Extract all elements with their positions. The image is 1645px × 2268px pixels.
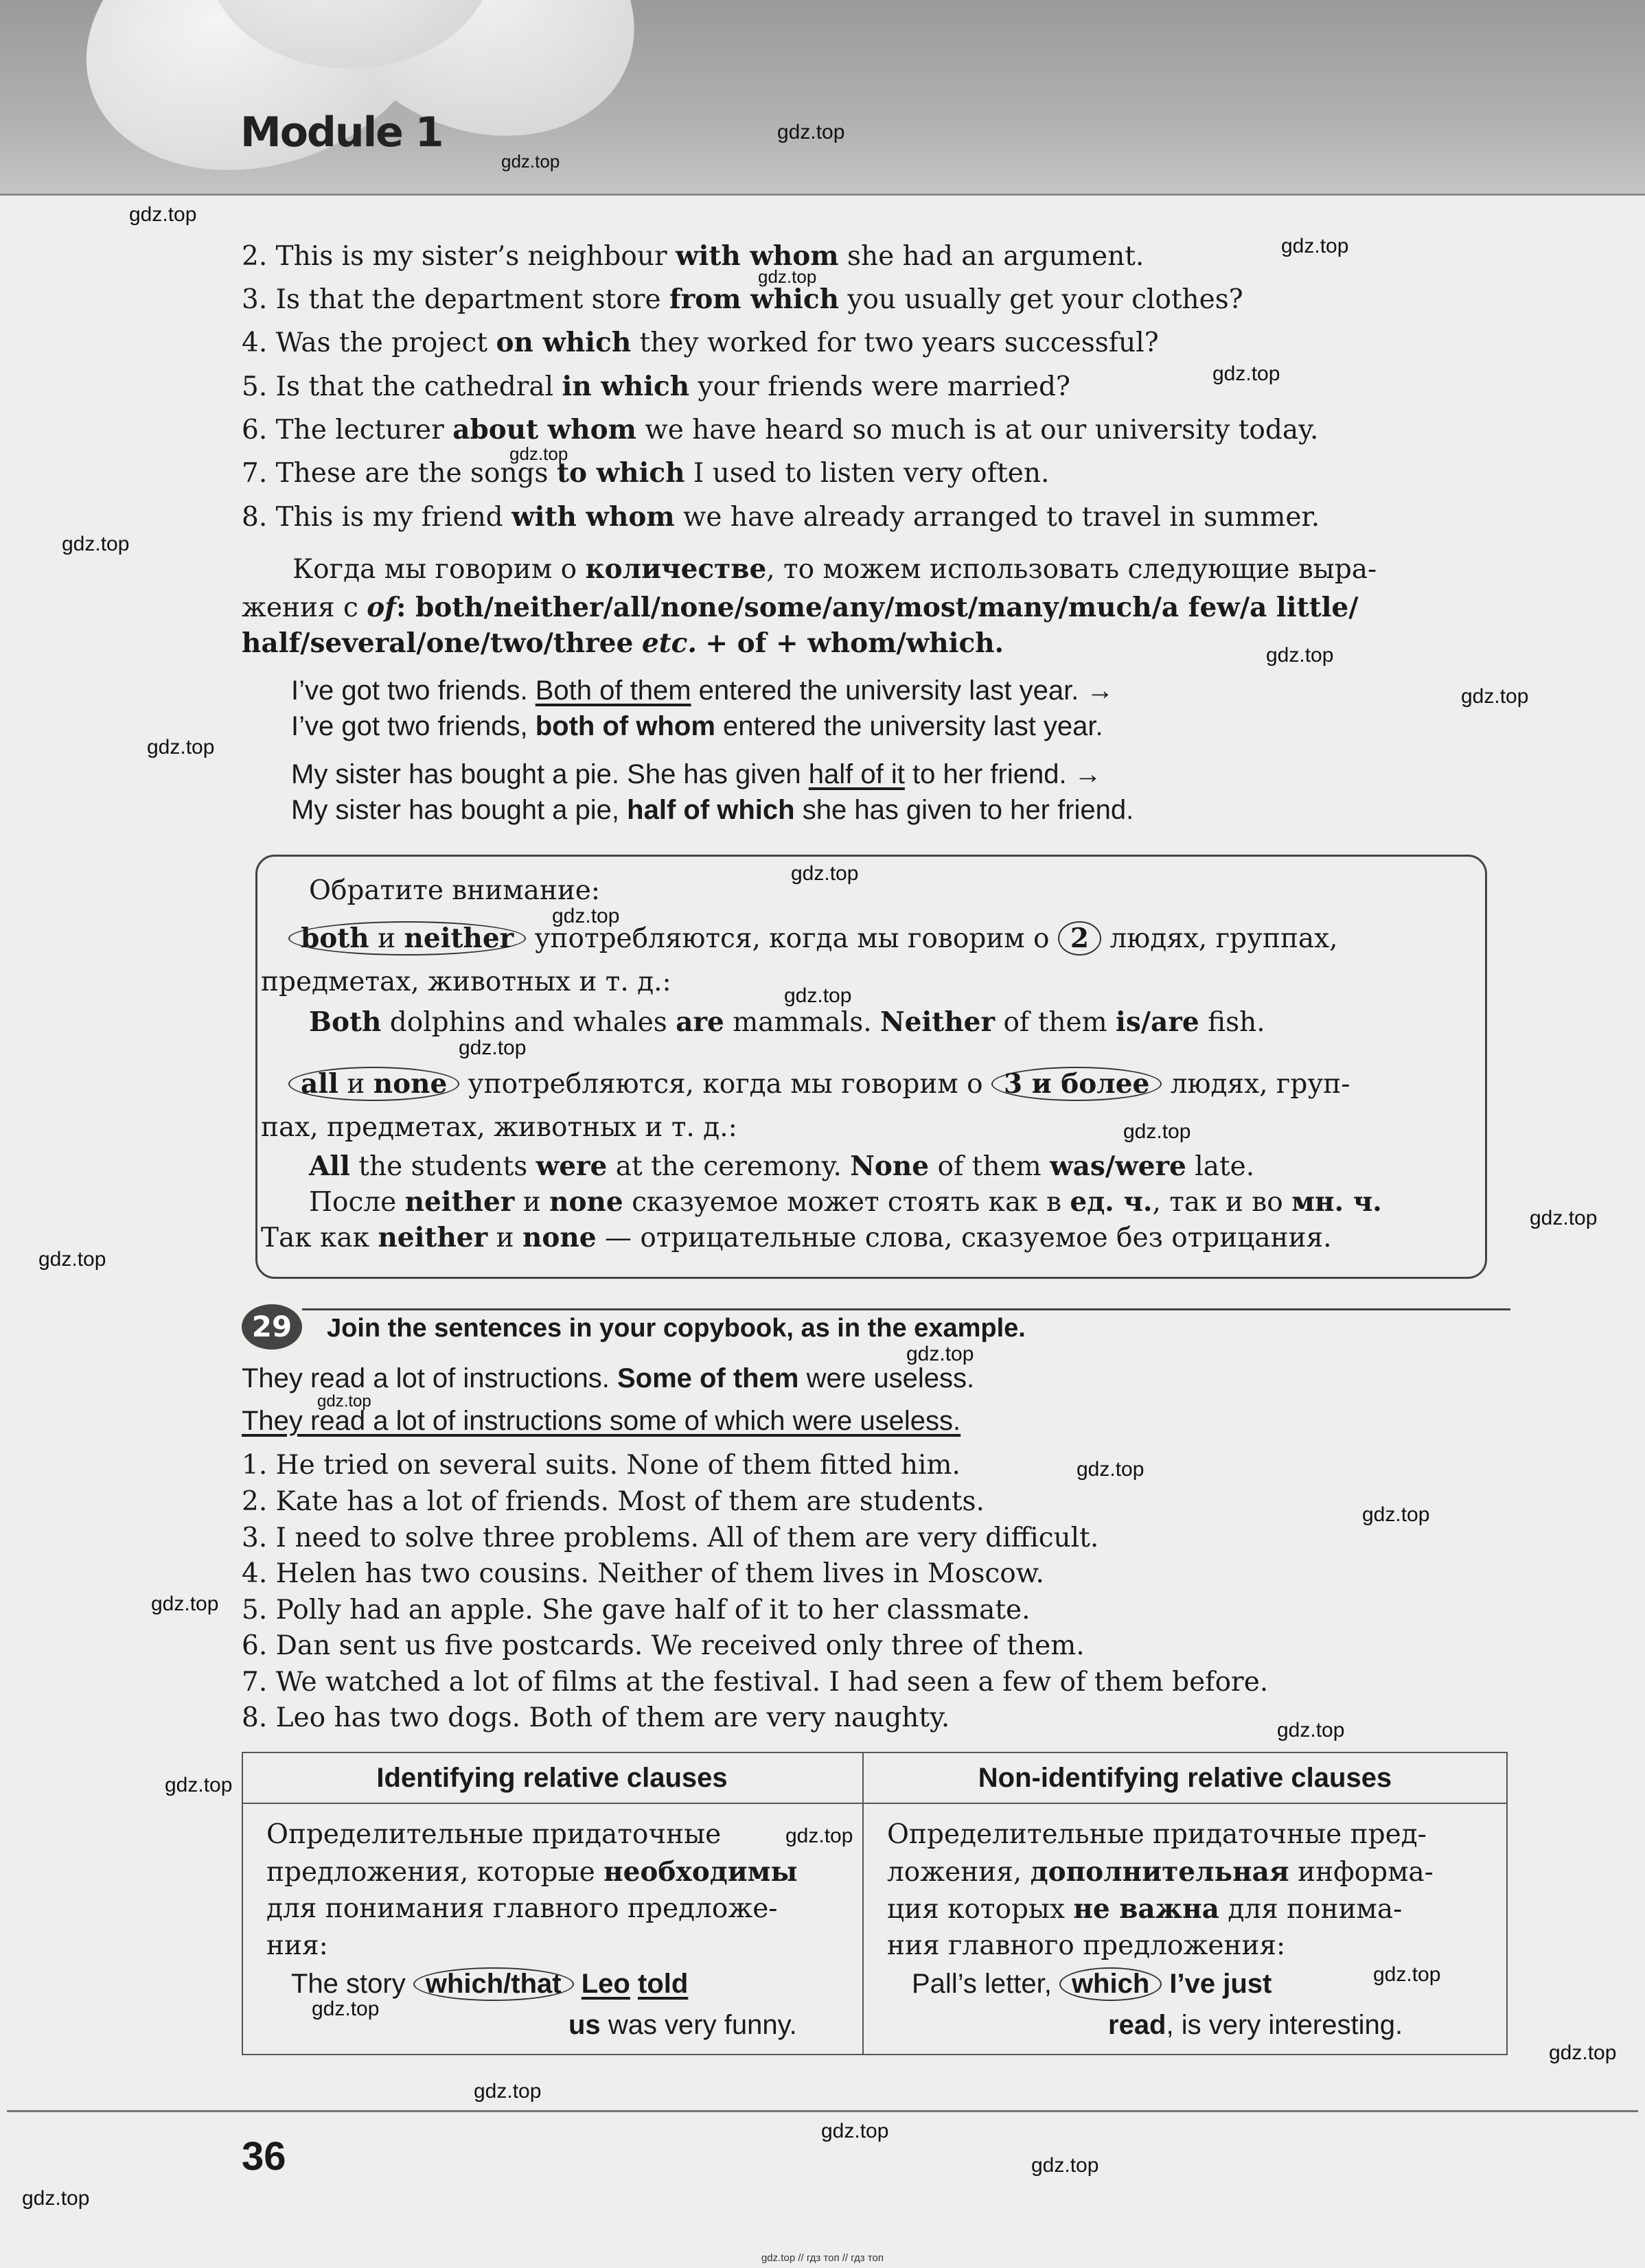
exercise-item-3: 3. I need to solve three problems. All of them are very difficult.	[242, 1523, 1099, 1553]
module-title: Module 1	[240, 108, 443, 157]
watermark: gdz.top	[1123, 1120, 1191, 1143]
table-head-non-identifying: Non-identifying relative clauses	[978, 1763, 1392, 1793]
exercise-item-7: 7. We watched a lot of films at the festival. I had seen a few of them before.	[242, 1667, 1269, 1698]
watermark: gdz.top	[821, 2120, 889, 2142]
note-line-9: Так как neither и none — отрицательные слова, сказуемое без отрицания.	[261, 1222, 1332, 1253]
quantity-rule-line-3: half/several/one/two/three etc. + of + whom/which.	[242, 627, 1004, 659]
note-line-8: После neither и none сказуемое может стоять как в ед. ч., так и во мн. ч.	[309, 1186, 1382, 1218]
table-col1-line-3: для понимания главного предложе-	[266, 1893, 778, 1924]
quantity-rule-line-2: жения с of: both/neither/all/none/some/any/most/many/much/a few/a little/	[242, 592, 1359, 623]
module-header-band	[0, 0, 1645, 196]
exercise-number: 29	[242, 1304, 302, 1350]
watermark: gdz.top	[1461, 685, 1529, 708]
table-head-identifying: Identifying relative clauses	[376, 1763, 728, 1793]
table-column-divider	[862, 1752, 864, 2055]
watermark: gdz.top	[509, 443, 568, 464]
example-1: I’ve got two friends. Both of them entered the university last year. →	[291, 675, 1114, 706]
sentence-8: 8. This is my friend with whom we have already arranged to travel in summer.	[242, 501, 1320, 533]
watermark: gdz.top	[459, 1037, 527, 1059]
watermark: gdz.top	[906, 1343, 974, 1365]
watermark: gdz.top	[312, 1998, 380, 2020]
sentence-5: 5. Is that the cathedral in which your friends were married?	[242, 371, 1070, 402]
all-none-oval: all и none	[288, 1067, 459, 1101]
bottom-note: gdz.top // гдз топ // гдз топ	[761, 2252, 884, 2264]
watermark: gdz.top	[62, 533, 130, 555]
table-col2-example: Pall’s letter, which I’ve just	[912, 1967, 1272, 2001]
exercise-item-5: 5. Polly had an apple. She gave half of it to her classmate.	[242, 1595, 1031, 1625]
example-4: My sister has bought a pie, half of which she has given to her friend.	[291, 795, 1134, 825]
watermark: gdz.top	[1031, 2154, 1099, 2177]
note-title: Обратите внимание:	[309, 875, 601, 906]
watermark: gdz.top	[552, 905, 620, 927]
sentence-3: 3. Is that the department store from which you usually get your clothes?	[242, 284, 1243, 315]
watermark: gdz.top	[1277, 1719, 1345, 1741]
watermark: gdz.top	[785, 1825, 853, 1847]
table-header-divider	[242, 1803, 1508, 1804]
watermark: gdz.top	[22, 2187, 90, 2210]
table-col1-example: The story which/that Leo told	[291, 1967, 688, 2001]
note-line-2: both и neither употребляются, когда мы говорим о 2 людях, группах,	[288, 921, 1338, 956]
three-plus-oval: 3 и более	[991, 1067, 1162, 1101]
exercise-instruction: Join the sentences in your copybook, as in the example.	[327, 1314, 1026, 1343]
table-col1-line-4: ния:	[266, 1930, 328, 1961]
exercise-rule	[302, 1308, 1510, 1310]
example-2: I’ve got two friends, both of whom entered the university last year.	[291, 711, 1103, 741]
note-line-6: пах, предметах, животных и т. д.:	[261, 1112, 737, 1143]
note-line-5: all и none употребляются, когда мы говорим о 3 и более людях, груп-	[288, 1067, 1350, 1101]
table-col1-line-1: Определительные придаточные	[266, 1819, 722, 1850]
watermark: gdz.top	[1077, 1458, 1144, 1481]
note-line-4: Both dolphins and whales are mammals. Neither of them is/are fish.	[309, 1006, 1265, 1038]
watermark: gdz.top	[1373, 1963, 1441, 1986]
table-col1-example-2: us was very funny.	[568, 2010, 797, 2040]
watermark: gdz.top	[474, 2080, 542, 2103]
exercise-item-8: 8. Leo has two dogs. Both of them are very naughty.	[242, 1702, 950, 1733]
table-col2-line-4: ния главного предложения:	[887, 1930, 1286, 1961]
quantity-rule-line-1: Когда мы говорим о количестве, то можем использовать следующие выра-	[292, 553, 1377, 585]
watermark: gdz.top	[1266, 644, 1334, 667]
table-col2-example-2: read, is very interesting.	[1108, 2010, 1403, 2040]
watermark: gdz.top	[501, 151, 560, 172]
watermark: gdz.top	[791, 862, 859, 885]
watermark: gdz.top	[784, 984, 852, 1007]
watermark: gdz.top	[1549, 2041, 1617, 2064]
watermark: gdz.top	[1530, 1207, 1598, 1229]
example-3: My sister has bought a pie. She has given half of it to her friend. →	[291, 759, 1102, 789]
table-col2-line-3: ция которых не важна для понима-	[887, 1893, 1403, 1925]
exercise-item-6: 6. Dan sent us five postcards. We received only three of them.	[242, 1630, 1085, 1661]
exercise-example-1: They read a lot of instructions. Some of them were useless.	[242, 1363, 975, 1393]
table-col2-line-2: ложения, дополнительная информа-	[887, 1856, 1434, 1888]
exercise-example-2: They read a lot of instructions some of which were useless.	[242, 1406, 961, 1436]
which-oval: which	[1059, 1967, 1162, 2001]
exercise-item-2: 2. Kate has a lot of friends. Most of them are students.	[242, 1486, 985, 1517]
watermark: gdz.top	[129, 203, 197, 226]
page-number: 36	[242, 2134, 286, 2179]
which-that-oval: which/that	[413, 1967, 574, 2001]
watermark: gdz.top	[151, 1593, 219, 1615]
footer-rule	[7, 2110, 1638, 2112]
note-line-7: All the students were at the ceremony. None of them was/were late.	[309, 1150, 1255, 1182]
exercise-item-1: 1. He tried on several suits. None of them fitted him.	[242, 1450, 960, 1481]
both-oval: both и neither	[288, 921, 526, 956]
watermark: gdz.top	[1362, 1503, 1430, 1526]
watermark: gdz.top	[758, 266, 817, 287]
sentence-4: 4. Was the project on which they worked for two years successful?	[242, 327, 1159, 358]
exercise-item-4: 4. Helen has two cousins. Neither of them lives in Moscow.	[242, 1558, 1044, 1589]
watermark: gdz.top	[317, 1392, 371, 1411]
watermark: gdz.top	[147, 736, 215, 759]
table-col2-line-1: Определительные придаточные пред-	[887, 1819, 1427, 1850]
number-oval: 2	[1058, 921, 1101, 956]
watermark: gdz.top	[165, 1774, 233, 1796]
watermark: gdz.top	[1281, 235, 1349, 257]
watermark: gdz.top	[1212, 362, 1280, 385]
sentence-2: 2. This is my sister’s neighbour with whom she had an argument.	[242, 240, 1144, 272]
sentence-7: 7. These are the songs to which I used to listen very often.	[242, 457, 1050, 489]
sentence-6: 6. The lecturer about whom we have heard so much is at our university today.	[242, 414, 1319, 445]
watermark: gdz.top	[38, 1248, 106, 1271]
table-col1-line-2: предложения, которые необходимы	[266, 1856, 798, 1888]
watermark: gdz.top	[777, 121, 845, 143]
note-line-3: предметах, животных и т. д.:	[261, 967, 671, 997]
